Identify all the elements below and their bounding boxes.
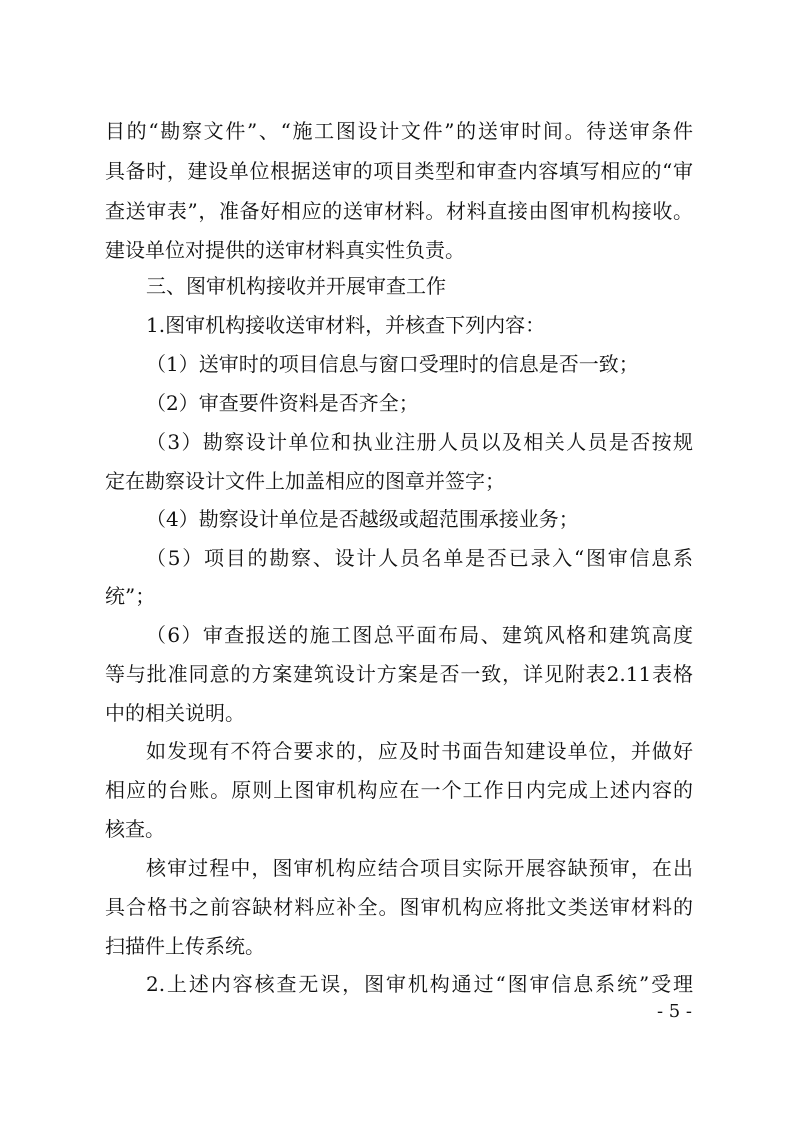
list-item: （2）审查要件资料是否齐全； xyxy=(146,391,419,415)
paragraph-line: 扫描件上传系统。 xyxy=(105,934,265,958)
list-heading: 1.图审机构接收送审材料，并核查下列内容： xyxy=(146,313,546,337)
list-item-continuation: 定在勘察设计文件上加盖相应的图章并签字； xyxy=(105,469,505,493)
list-item: （5）项目的勘察、设计人员名单是否已录入“图审信息系 xyxy=(146,546,693,570)
list-item-continuation: 统”； xyxy=(105,584,156,608)
paragraph-line: 查送审表”，准备好相应的送审材料。材料直接由图审机构接收。 xyxy=(105,199,693,223)
list-item: （3）勘察设计单位和执业注册人员以及相关人员是否按规 xyxy=(146,430,693,454)
paragraph-line: 具合格书之前容缺材料应补全。图审机构应将批文类送审材料的 xyxy=(105,895,693,919)
paragraph-line: 目的“勘察文件”、“施工图设计文件”的送审时间。待送审条件 xyxy=(105,119,693,143)
paragraph-line: 2.上述内容核查无误，图审机构通过“图审信息系统”受理 xyxy=(146,972,693,996)
list-item: （6）审查报送的施工图总平面布局、建筑风格和建筑高度 xyxy=(146,623,693,647)
paragraph-line: 建设单位对提供的送审材料真实性负责。 xyxy=(105,238,465,262)
list-item-continuation: 中的相关说明。 xyxy=(105,701,245,725)
paragraph-line: 核查。 xyxy=(105,817,165,841)
paragraph-line: 如发现有不符合要求的，应及时书面告知建设单位，并做好 xyxy=(146,739,693,763)
list-item-continuation: 等与批准同意的方案建筑设计方案是否一致，详见附表2.11表格 xyxy=(105,662,693,686)
list-item: （1）送审时的项目信息与窗口受理时的信息是否一致； xyxy=(146,352,639,376)
section-heading: 三、图审机构接收并开展审查工作 xyxy=(146,274,446,298)
paragraph-line: 相应的台账。原则上图审机构应在一个工作日内完成上述内容的 xyxy=(105,778,693,802)
page-number: - 5 - xyxy=(656,1001,692,1022)
paragraph-line: 核审过程中，图审机构应结合项目实际开展容缺预审，在出 xyxy=(146,856,693,880)
list-item: （4）勘察设计单位是否越级或超范围承接业务； xyxy=(146,507,579,531)
paragraph-line: 具备时，建设单位根据送审的项目类型和审查内容填写相应的“审 xyxy=(105,159,693,183)
